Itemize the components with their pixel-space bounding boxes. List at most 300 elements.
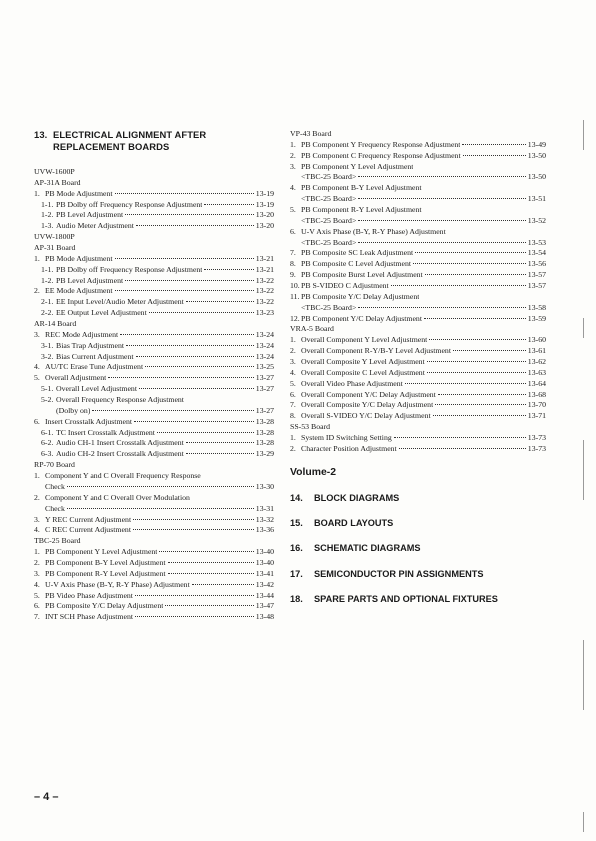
- dot-leader: [358, 239, 525, 243]
- entry-number: 6-3.: [41, 449, 54, 459]
- toc-entry-continuation: [34, 406, 274, 417]
- dot-leader: [192, 581, 254, 585]
- entry-title: Component Y and C Overall Over Modulation: [45, 492, 190, 502]
- toc-entry-continuation: [34, 504, 274, 515]
- toc-entry: [34, 200, 274, 211]
- entry-title: Overall Composite C Level Adjustment: [301, 367, 425, 377]
- dot-leader: [427, 358, 526, 362]
- toc-entry-continuation: [290, 303, 546, 314]
- entry-number: 9.: [290, 270, 296, 280]
- dot-leader: [149, 309, 254, 313]
- page-reference: 13-44: [255, 590, 274, 600]
- entry-number: 2-2.: [41, 308, 54, 318]
- entry-title: Character Position Adjustment: [301, 443, 397, 453]
- toc-entry: [34, 254, 274, 265]
- scan-edge-mark: [583, 120, 584, 150]
- dot-leader: [415, 249, 526, 253]
- page-reference: 13-71: [527, 411, 546, 421]
- board-header: AP-31 Board: [34, 243, 76, 253]
- page-reference: 13-73: [527, 433, 546, 443]
- entry-number: 4.: [290, 183, 296, 193]
- page-reference: 13-57: [527, 270, 546, 280]
- dot-leader: [405, 380, 526, 384]
- toc-entry: [34, 297, 274, 308]
- entry-number: 3.: [290, 357, 296, 367]
- section-title: ELECTRICAL ALIGNMENT AFTER REPLACEMENT BOARDS: [53, 129, 207, 152]
- dot-leader: [358, 304, 525, 308]
- entry-title: Insert Crosstalk Adjustment: [45, 416, 133, 426]
- entry-title: Overall Frequency Response Adjustment: [56, 395, 184, 405]
- dot-leader: [108, 374, 254, 378]
- entry-title: EE Mode Adjustment: [45, 286, 113, 296]
- dot-leader: [168, 559, 254, 563]
- toc-entry: [290, 335, 546, 346]
- page-reference: 13-24: [255, 329, 274, 339]
- page-reference: 13-62: [527, 357, 546, 367]
- entry-title: Audio Meter Adjustment: [56, 221, 134, 231]
- entry-number: 3-1.: [41, 340, 54, 350]
- board-header: RP-70 Board: [34, 460, 75, 470]
- toc-entry: [34, 428, 274, 439]
- page-reference: 13-63: [527, 367, 546, 377]
- board-header: AP-31A Board: [34, 177, 81, 187]
- toc-entry-continuation: [290, 172, 546, 183]
- section-number: 16.: [290, 543, 303, 554]
- board-header: SS-53 Board: [290, 422, 331, 432]
- toc-entry: [34, 308, 274, 319]
- page-reference: 13-47: [255, 601, 274, 611]
- toc-entry: [34, 373, 274, 384]
- toc-entry: [34, 330, 274, 341]
- entry-title: PB Level Adjustment: [56, 275, 124, 285]
- toc-entry: [34, 221, 274, 232]
- section-number: 13.: [34, 129, 48, 140]
- page-reference: 13-59: [527, 313, 546, 323]
- entry-title: Bias Current Adjustment: [56, 351, 134, 361]
- entry-title: PB Level Adjustment: [56, 210, 124, 220]
- section-number: 15.: [290, 518, 303, 529]
- entry-number: 1.: [34, 253, 40, 263]
- page-reference: 13-49: [527, 139, 546, 149]
- entry-number: 1.: [34, 188, 40, 198]
- volume-2-section-list: [290, 492, 546, 618]
- toc-entry: [34, 580, 274, 591]
- volume-section-heading: [290, 492, 546, 517]
- entry-number: 5.: [34, 590, 40, 600]
- entry-number: 8.: [290, 259, 296, 269]
- toc-entry: [290, 379, 546, 390]
- scan-edge-mark: [583, 318, 584, 338]
- page-reference: 13-19: [255, 199, 274, 209]
- entry-number: 3.: [34, 329, 40, 339]
- dot-leader: [135, 592, 254, 596]
- entry-number: 1.: [290, 433, 296, 443]
- page-reference: 13-22: [255, 286, 274, 296]
- toc-entry: [34, 601, 274, 612]
- entry-number: 10.: [290, 281, 300, 291]
- section-title: SCHEMATIC DIAGRAMS: [314, 543, 421, 554]
- page-reference: 13-21: [255, 253, 274, 263]
- entry-title: C REC Current Adjustment: [45, 525, 131, 535]
- entry-title: Check: [45, 481, 65, 491]
- toc-entry: [290, 151, 546, 162]
- entry-title: PB S-VIDEO C Adjustment: [301, 281, 389, 291]
- toc-entry: [290, 292, 546, 303]
- dot-leader: [399, 445, 526, 449]
- page-reference: 13-50: [527, 172, 546, 182]
- entry-title: PB Component B-Y Level Adjustment: [301, 183, 422, 193]
- toc-entry: [34, 547, 274, 558]
- toc-entry-continuation: [290, 216, 546, 227]
- entry-title: REC Mode Adjustment: [45, 329, 119, 339]
- dot-leader: [136, 222, 254, 226]
- entry-title: Overall Component R-Y/B-Y Level Adjustment: [301, 346, 451, 356]
- entry-title: PB Component B-Y Level Adjustment: [45, 557, 166, 567]
- right-toc-list: [290, 129, 546, 455]
- dot-leader: [136, 353, 254, 357]
- right-column: [290, 129, 546, 618]
- page-reference: 13-22: [255, 297, 274, 307]
- dot-leader: [67, 505, 254, 509]
- dot-leader: [186, 450, 254, 454]
- board-header: UVW-1600P: [34, 167, 75, 176]
- entry-title: INT SCH Phase Adjustment: [45, 612, 134, 622]
- toc-entry-continuation: [34, 482, 274, 493]
- dot-leader: [453, 347, 526, 351]
- entry-number: 2.: [290, 346, 296, 356]
- page-reference: 13-48: [255, 612, 274, 622]
- toc-entry-continuation: [290, 194, 546, 205]
- dot-leader: [115, 255, 254, 259]
- entry-title: AU/TC Erase Tune Adjustment: [45, 362, 144, 372]
- entry-title: Audio CH-1 Insert Crosstalk Adjustment: [56, 438, 184, 448]
- board-header: VRA-5 Board: [290, 324, 334, 334]
- page-reference: 13-28: [255, 438, 274, 448]
- dot-leader: [135, 613, 254, 617]
- dot-leader: [358, 217, 525, 221]
- scan-edge-mark: [583, 440, 584, 500]
- dot-leader: [186, 298, 254, 302]
- toc-entry: [34, 417, 274, 428]
- toc-entry: [290, 162, 546, 173]
- page-reference: 13-19: [255, 188, 274, 198]
- entry-number: 7.: [290, 400, 296, 410]
- entry-number: 1-2.: [41, 210, 54, 220]
- entry-number: 1.: [34, 471, 40, 481]
- entry-title: Overall Video Phase Adjustment: [301, 378, 403, 388]
- entry-number: 2.: [290, 443, 296, 453]
- toc-entry: [290, 183, 546, 194]
- page-reference: 13-40: [255, 557, 274, 567]
- dot-leader: [463, 152, 526, 156]
- page-reference: 13-36: [255, 525, 274, 535]
- dot-leader: [126, 342, 254, 346]
- toc-entry: [290, 433, 546, 444]
- entry-number: 2.: [290, 150, 296, 160]
- page-reference: 13-29: [255, 449, 274, 459]
- dot-leader: [157, 429, 254, 433]
- volume-section-heading: [290, 568, 546, 593]
- toc-entry: [34, 569, 274, 580]
- page-reference: 13-50: [527, 150, 546, 160]
- entry-number: 4.: [290, 367, 296, 377]
- dot-leader: [424, 315, 526, 319]
- entry-number: 1.: [290, 335, 296, 345]
- entry-number: 6.: [290, 226, 296, 236]
- toc-entry: [290, 400, 546, 411]
- section-title: BLOCK DIAGRAMS: [314, 492, 400, 503]
- entry-title: Overall Level Adjustment: [56, 384, 137, 394]
- dot-leader: [204, 201, 253, 205]
- dot-leader: [438, 391, 526, 395]
- toc-entry: [290, 140, 546, 151]
- dot-leader: [92, 407, 253, 411]
- page-reference: 13-42: [255, 579, 274, 589]
- entry-title: Check: [45, 503, 65, 513]
- section-title: SPARE PARTS AND OPTIONAL FIXTURES: [314, 593, 498, 604]
- page-reference: 13-57: [527, 281, 546, 291]
- entry-title: PB Component Y/C Delay Adjustment: [301, 313, 422, 323]
- entry-title: <TBC-25 Board>: [301, 172, 357, 182]
- entry-title: (Dolby on): [56, 405, 91, 415]
- page-reference: 13-28: [255, 427, 274, 437]
- toc-entry: [34, 525, 274, 536]
- page-reference: 13-20: [255, 221, 274, 231]
- entry-title: PB Dolby off Frequency Response Adjustment: [56, 264, 203, 274]
- page-reference: 13-61: [527, 346, 546, 356]
- toc-entry: [34, 341, 274, 352]
- page-reference: 13-32: [255, 514, 274, 524]
- entry-title: <TBC-25 Board>: [301, 194, 357, 204]
- page-reference: 13-28: [255, 416, 274, 426]
- entry-title: <TBC-25 Board>: [301, 215, 357, 225]
- board-header: AR-14 Board: [34, 319, 77, 329]
- section-title: SEMICONDUCTOR PIN ASSIGNMENTS: [314, 568, 484, 579]
- section-13-heading: [34, 129, 274, 153]
- entry-title: Overall S-VIDEO Y/C Delay Adjustment: [301, 411, 431, 421]
- entry-number: 2-1.: [41, 297, 54, 307]
- toc-entry: [34, 515, 274, 526]
- entry-number: 11.: [290, 291, 300, 301]
- dot-leader: [145, 363, 254, 367]
- page-reference: 13-30: [255, 481, 274, 491]
- page-reference: 13-40: [255, 547, 274, 557]
- entry-number: 4.: [34, 579, 40, 589]
- entry-number: 5.: [290, 378, 296, 388]
- toc-entry: [290, 248, 546, 259]
- dot-leader: [435, 401, 526, 405]
- dot-leader: [165, 602, 253, 606]
- dot-leader: [425, 271, 526, 275]
- toc-entry: [34, 384, 274, 395]
- entry-title: PB Component R-Y Level Adjustment: [301, 205, 422, 215]
- dot-leader: [186, 439, 254, 443]
- page-reference: 13-27: [255, 384, 274, 394]
- toc-entry: [34, 449, 274, 460]
- dot-leader: [139, 385, 254, 389]
- toc-entry: [34, 210, 274, 221]
- page-reference: 13-24: [255, 340, 274, 350]
- entry-title: PB Composite Y/C Delay Adjustment: [301, 291, 420, 301]
- entry-title: Overall Adjustment: [45, 373, 107, 383]
- page-number: – 4 –: [34, 791, 59, 803]
- toc-entry: [34, 352, 274, 363]
- entry-number: 1-1.: [41, 264, 54, 274]
- section-number: 17.: [290, 568, 303, 579]
- entry-number: 6.: [34, 416, 40, 426]
- toc-entry: [290, 314, 546, 325]
- toc-entry: [34, 558, 274, 569]
- dot-leader: [67, 483, 254, 487]
- board-header: VP-43 Board: [290, 129, 332, 138]
- volume-section-heading: [290, 593, 546, 618]
- entry-title: Y REC Current Adjustment: [45, 514, 132, 524]
- dot-leader: [125, 277, 254, 281]
- entry-number: 1.: [34, 547, 40, 557]
- entry-title: Overall Component Y/C Delay Adjustment: [301, 389, 436, 399]
- dot-leader: [413, 260, 526, 264]
- dot-leader: [394, 434, 526, 438]
- page-reference: 13-24: [255, 351, 274, 361]
- dot-leader: [462, 141, 525, 145]
- toc-entry: [34, 395, 274, 406]
- entry-number: 4.: [34, 525, 40, 535]
- entry-number: 3-2.: [41, 351, 54, 361]
- entry-number: 5.: [34, 373, 40, 383]
- dot-leader: [115, 190, 254, 194]
- entry-title: PB Component C Frequency Response Adjustment: [301, 150, 461, 160]
- section-number: 14.: [290, 492, 303, 503]
- page-reference: 13-52: [527, 215, 546, 225]
- entry-number: 1-2.: [41, 275, 54, 285]
- toc-entry: [34, 612, 274, 623]
- page-reference: 13-68: [527, 389, 546, 399]
- board-header: UVW-1800P: [34, 232, 75, 242]
- entry-number: 5-2.: [41, 395, 54, 405]
- page-reference: 13-27: [255, 405, 274, 415]
- page-reference: 13-73: [527, 443, 546, 453]
- page-reference: 13-20: [255, 210, 274, 220]
- entry-title: PB Video Phase Adjustment: [45, 590, 133, 600]
- entry-title: <TBC-25 Board>: [301, 237, 357, 247]
- toc-entry: [34, 591, 274, 602]
- page-reference: 13-58: [527, 302, 546, 312]
- toc-entry: [290, 411, 546, 422]
- page-reference: 13-64: [527, 378, 546, 388]
- toc-entry: [34, 286, 274, 297]
- entry-number: 6-2.: [41, 438, 54, 448]
- entry-title: PB Component R-Y Level Adjustment: [45, 568, 166, 578]
- entry-number: 5.: [290, 205, 296, 215]
- dot-leader: [429, 336, 525, 340]
- volume-section-heading: [290, 517, 546, 542]
- entry-title: PB Component Y Level Adjustment: [301, 161, 414, 171]
- entry-number: 8.: [290, 411, 296, 421]
- dot-leader: [427, 369, 526, 373]
- dot-leader: [115, 287, 254, 291]
- entry-title: Overall Composite Y Level Adjustment: [301, 357, 425, 367]
- toc-entry: [34, 493, 274, 504]
- dot-leader: [358, 195, 525, 199]
- toc-entry: [34, 471, 274, 482]
- entry-title: <TBC-25 Board>: [301, 302, 357, 312]
- toc-entry: [290, 357, 546, 368]
- dot-leader: [133, 516, 254, 520]
- dot-leader: [433, 412, 526, 416]
- entry-number: 2.: [34, 492, 40, 502]
- toc-entry: [34, 276, 274, 287]
- entry-title: U-V Axis Phase (B-Y, R-Y Phase) Adjustment: [45, 579, 190, 589]
- board-header: TBC-25 Board: [34, 536, 81, 546]
- entry-number: 6-1.: [41, 427, 54, 437]
- entry-title: PB Component Y Level Adjustment: [45, 547, 158, 557]
- entry-title: Overall Composite Y/C Delay Adjustment: [301, 400, 434, 410]
- dot-leader: [358, 173, 525, 177]
- page-reference: 13-27: [255, 373, 274, 383]
- entry-number: 1-1.: [41, 199, 54, 209]
- entry-title: PB Composite Burst Level Adjustment: [301, 270, 423, 280]
- dot-leader: [120, 331, 254, 335]
- scan-edge-mark: [583, 812, 584, 832]
- page-reference: 13-21: [255, 264, 274, 274]
- toc-entry: [34, 362, 274, 373]
- section-number: 18.: [290, 593, 303, 604]
- entry-number: 1.: [290, 139, 296, 149]
- entry-number: 6.: [290, 389, 296, 399]
- entry-number: 1-3.: [41, 221, 54, 231]
- toc-entry: [290, 259, 546, 270]
- entry-title: EE Output Level Adjustment: [56, 308, 147, 318]
- toc-entry: [290, 368, 546, 379]
- page-reference: 13-41: [255, 568, 274, 578]
- scan-edge-mark: [583, 640, 584, 710]
- entry-title: PB Mode Adjustment: [45, 188, 113, 198]
- page-reference: 13-25: [255, 362, 274, 372]
- toc-entry: [34, 189, 274, 200]
- toc-entry: [290, 390, 546, 401]
- entry-title: U-V Axis Phase (B-Y, R-Y Phase) Adjustment: [301, 226, 446, 236]
- entry-number: 7.: [290, 248, 296, 258]
- entry-title: PB Mode Adjustment: [45, 253, 113, 263]
- volume-section-heading: [290, 542, 546, 567]
- volume-2-heading: Volume-2: [290, 466, 336, 478]
- entry-number: 12.: [290, 313, 300, 323]
- entry-title: System ID Switching Setting: [301, 433, 392, 443]
- entry-number: 2.: [34, 286, 40, 296]
- page-reference: 13-53: [527, 237, 546, 247]
- left-toc-list: [34, 167, 274, 623]
- entry-title: PB Dolby off Frequency Response Adjustment: [56, 199, 203, 209]
- dot-leader: [391, 282, 526, 286]
- entry-number: 5-1.: [41, 384, 54, 394]
- entry-number: 3.: [290, 161, 296, 171]
- entry-title: Overall Component Y Level Adjustment: [301, 335, 428, 345]
- dot-leader: [125, 211, 254, 215]
- page-reference: 13-31: [255, 503, 274, 513]
- entry-number: 3.: [34, 514, 40, 524]
- page-reference: 13-51: [527, 194, 546, 204]
- toc-entry-continuation: [290, 238, 546, 249]
- section-title: BOARD LAYOUTS: [314, 518, 394, 529]
- entry-title: PB Component Y Frequency Response Adjustment: [301, 139, 461, 149]
- page-reference: 13-56: [527, 259, 546, 269]
- entry-number: 3.: [34, 568, 40, 578]
- toc-entry: [290, 205, 546, 216]
- entry-number: 6.: [34, 601, 40, 611]
- entry-title: Component Y and C Overall Frequency Response: [45, 471, 201, 481]
- page-reference: 13-70: [527, 400, 546, 410]
- dot-leader: [133, 526, 254, 530]
